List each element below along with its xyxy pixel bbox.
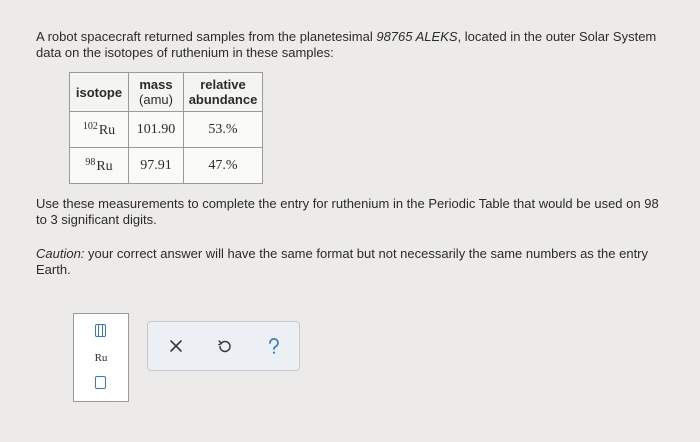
atomic-number-input[interactable] — [95, 324, 106, 337]
periodic-table-entry — [73, 313, 129, 402]
planetesimal-name: 98765 ALEKS — [376, 29, 458, 44]
header-abundance: relative abundance — [184, 73, 263, 112]
abundance-cell: 47.% — [184, 148, 263, 184]
question-intro — [36, 29, 656, 61]
intro-line-1: A robot spacecraft returned samples from the planetesimal 98765 ALEKS, located in the outer Solar System — [36, 29, 657, 44]
table-row — [70, 112, 263, 148]
mass-cell: 97.91 — [129, 148, 184, 184]
table-row — [70, 148, 263, 184]
mass-cell: 101.90 — [129, 112, 184, 148]
element-symbol: Ru — [94, 352, 108, 364]
instruction-text: Use these measurements to complete the entry for ruthenium in the Periodic Table that would be used on 98 to 3 significant digits. — [36, 196, 659, 227]
x-icon — [169, 339, 183, 353]
atomic-mass-input[interactable] — [95, 376, 106, 389]
undo-icon — [217, 338, 233, 354]
isotope-cell: $^{98}$Ru — [70, 148, 129, 184]
undo-button[interactable] — [214, 335, 236, 357]
header-isotope: isotope — [70, 73, 129, 112]
caution-text: Caution: your correct answer will have the same format but not necessarily the same numbers as the entry Earth. — [36, 246, 649, 277]
help-button[interactable] — [263, 335, 285, 357]
table-header-row — [70, 73, 263, 112]
clear-button[interactable] — [165, 335, 187, 357]
question-icon — [266, 337, 282, 355]
isotope-cell: $^{102}$Ru — [70, 112, 129, 148]
answer-toolbar — [147, 321, 300, 371]
header-mass: mass (amu) — [129, 73, 184, 112]
intro-line-2: data on the isotopes of ruthenium in these samples: — [36, 45, 334, 60]
caution-label: Caution: — [36, 246, 85, 261]
isotope-table — [69, 72, 263, 184]
abundance-cell: 53.% — [184, 112, 263, 148]
